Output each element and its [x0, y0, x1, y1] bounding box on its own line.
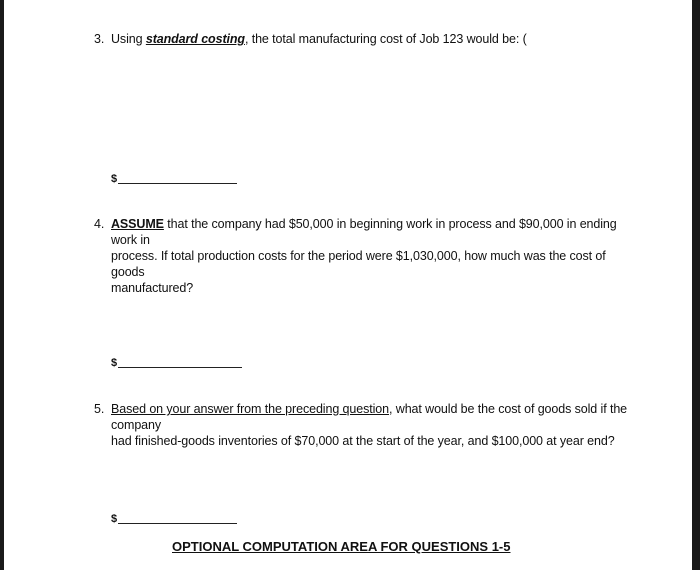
answer-4-line	[118, 367, 242, 368]
question-3-text	[111, 31, 527, 47]
answer-3-dollar: $	[111, 173, 118, 185]
answer-4-dollar: $	[111, 357, 118, 369]
question-4-line-2: process. If total production costs for the period were $1,030,000, how much was the cost of goods	[111, 249, 606, 279]
question-5-emphasis: Based on your answer from the preceding question	[111, 402, 390, 416]
question-5-text	[111, 401, 654, 449]
question-4-line-1-rest: that the company had $50,000 in beginning work in process and $90,000 in ending work in	[111, 217, 617, 247]
page-right-edge	[692, 0, 700, 570]
question-3-rest: , the total manufacturing cost of Job 123 would be: (	[244, 32, 527, 46]
answer-3-line	[118, 183, 237, 184]
question-3-emphasis: standard costing	[145, 32, 245, 46]
question-4-line-1	[111, 216, 634, 248]
question-4-text	[111, 216, 634, 296]
question-3-lead: Using	[111, 32, 146, 46]
answer-5-line	[118, 523, 237, 524]
question-4-line-3: manufactured?	[111, 281, 194, 295]
question-5-line-1	[111, 401, 654, 433]
question-5-line-2: had finished-goods inventories of $70,000 at the start of the year, and $100,000 at year end?	[111, 434, 615, 448]
answer-5-dollar: $	[111, 513, 118, 525]
page-left-edge	[0, 0, 4, 570]
question-5-line-1-rest: , what would be the cost of goods sold if the company	[111, 402, 628, 432]
computation-area-heading: OPTIONAL COMPUTATION AREA FOR QUESTIONS 1-5	[172, 539, 511, 554]
question-3-number: 3.	[94, 32, 105, 46]
question-5-number: 5.	[94, 402, 105, 416]
question-4-emphasis: ASSUME	[111, 217, 164, 231]
question-4-number: 4.	[94, 217, 105, 231]
